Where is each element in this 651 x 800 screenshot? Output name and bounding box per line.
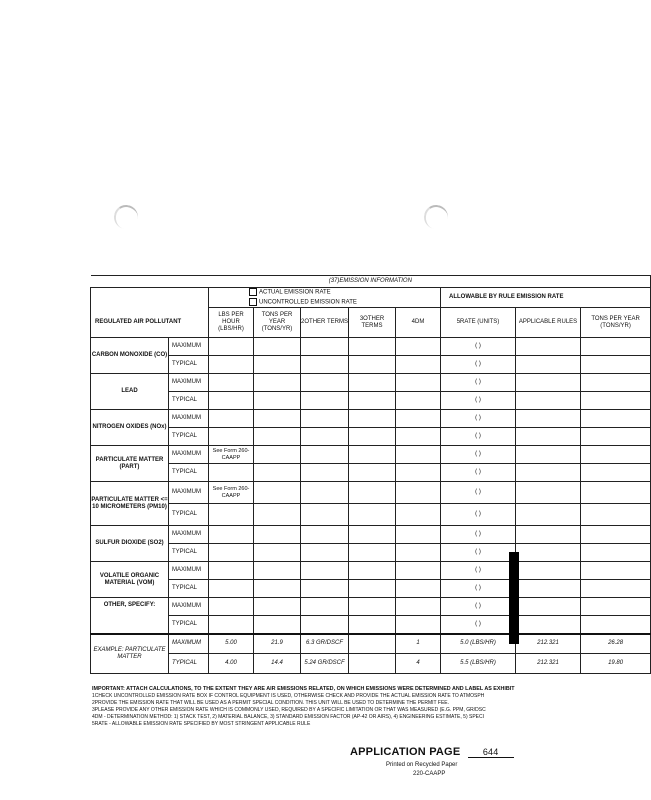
- other-cell[interactable]: [301, 482, 349, 504]
- row-type-text: TYPICAL: [172, 361, 198, 368]
- application-page-label: [350, 746, 514, 758]
- pollutant-name: OTHER, SPECIFY:: [103, 602, 156, 609]
- pollutant-so2: [91, 526, 169, 562]
- rate-parens: ( ): [475, 433, 481, 440]
- redaction-bar: [509, 552, 519, 644]
- rate-cell[interactable]: [441, 482, 516, 504]
- lbs-cell[interactable]: [209, 598, 254, 616]
- table-row: [91, 446, 651, 464]
- lbs-cell[interactable]: [209, 562, 254, 580]
- uncontrolled-emission-label: UNCONTROLLED EMISSION RATE: [259, 299, 357, 306]
- tons-year-cell[interactable]: [581, 392, 651, 410]
- tons-cell[interactable]: [254, 526, 301, 544]
- dm-cell[interactable]: [396, 464, 441, 482]
- table-row: [91, 338, 651, 356]
- row-type-text: MAXIMUM: [172, 379, 201, 386]
- other-cell[interactable]: [301, 526, 349, 544]
- dm-cell[interactable]: [396, 410, 441, 428]
- pollutant-name: NITROGEN OXIDES (NOx): [92, 424, 167, 431]
- tons-cell[interactable]: [254, 338, 301, 356]
- example-tons-year: [581, 634, 651, 654]
- other-cell[interactable]: [301, 562, 349, 580]
- other-cell[interactable]: [301, 504, 349, 526]
- other-cell[interactable]: [301, 616, 349, 634]
- table-row: [91, 562, 651, 580]
- dm-cell[interactable]: [396, 482, 441, 504]
- tons-year-cell[interactable]: [581, 580, 651, 598]
- table-row: [91, 544, 651, 562]
- rate-parens: ( ): [475, 469, 481, 476]
- allowable-title-text: ALLOWABLE BY RULE EMISSION RATE: [449, 294, 564, 301]
- other-terms-2-text: 3OTHER TERMS: [359, 315, 385, 329]
- rate-parens: ( ): [475, 549, 481, 556]
- row-type-maximum: [169, 446, 209, 464]
- lbs-cell[interactable]: [209, 428, 254, 446]
- applicable-rules-header: [516, 308, 581, 338]
- row-type-text: TYPICAL: [172, 397, 198, 404]
- tons-year-cell[interactable]: [581, 562, 651, 580]
- tons-year-cell[interactable]: [581, 544, 651, 562]
- tons-cell[interactable]: [254, 428, 301, 446]
- pollutant-name: SULFUR DIOXIDE (SO2): [95, 540, 164, 547]
- tons-cell[interactable]: [254, 464, 301, 482]
- rate-parens: ( ): [475, 531, 481, 538]
- row-type-text: TYPICAL: [172, 511, 198, 518]
- other-cell[interactable]: [349, 338, 396, 356]
- example-value: 5.5 (LBS/HR): [460, 660, 496, 667]
- tons-cell[interactable]: [254, 392, 301, 410]
- example-row-typical: [91, 654, 651, 674]
- pollutant-vom: [91, 562, 169, 598]
- other-cell[interactable]: [349, 410, 396, 428]
- printed-note: Printed on Recycled Paper: [386, 762, 458, 768]
- rate-cell[interactable]: [441, 446, 516, 464]
- dm-cell[interactable]: [396, 338, 441, 356]
- pollutant-co: [91, 338, 169, 374]
- uncontrolled-emission-checkbox[interactable]: [249, 298, 257, 306]
- page-number: 644: [468, 747, 514, 758]
- other-cell[interactable]: [301, 374, 349, 392]
- other-cell[interactable]: [301, 392, 349, 410]
- example-value: 14.4: [271, 660, 283, 667]
- example-value: 6.3 GR/DSCF: [305, 640, 343, 647]
- example-row-maximum: [91, 634, 651, 654]
- table-row: [91, 356, 651, 374]
- table-row: [91, 580, 651, 598]
- rules-cell[interactable]: [516, 338, 581, 356]
- dm-cell[interactable]: [396, 504, 441, 526]
- example-rate: [441, 654, 516, 674]
- row-type-text: TYPICAL: [172, 549, 198, 556]
- pollutant-name: LEAD: [121, 388, 138, 395]
- footnotes: [92, 686, 618, 728]
- rate-units-header: [441, 308, 516, 338]
- example-value: 212.321: [537, 640, 559, 647]
- rate-parens: ( ): [475, 343, 481, 350]
- lbs-cell[interactable]: [209, 338, 254, 356]
- other-cell[interactable]: [301, 598, 349, 616]
- other-cell[interactable]: [349, 356, 396, 374]
- example-rules: [516, 654, 581, 674]
- other-cell[interactable]: [349, 482, 396, 504]
- rate-parens: ( ): [475, 620, 481, 627]
- pollutant-pm10: [91, 482, 169, 526]
- example-value: 19.80: [608, 660, 624, 667]
- tons-cell[interactable]: [254, 544, 301, 562]
- dm-cell[interactable]: [396, 580, 441, 598]
- row-type-typical: [169, 654, 209, 674]
- dm-cell[interactable]: [396, 392, 441, 410]
- dm-cell[interactable]: [396, 616, 441, 634]
- rate-cell[interactable]: [441, 338, 516, 356]
- other-cell[interactable]: [349, 616, 396, 634]
- rate-cell[interactable]: [441, 410, 516, 428]
- tons-cell[interactable]: [254, 446, 301, 464]
- tons-cell[interactable]: [254, 374, 301, 392]
- row-type-typical: [169, 504, 209, 526]
- rules-cell[interactable]: [516, 482, 581, 504]
- example-value: 26.28: [608, 640, 624, 647]
- rate-parens: ( ): [475, 603, 481, 610]
- example-lbs: [209, 634, 254, 654]
- regulated-air-pollutant-text: REGULATED AIR POLLUTANT: [95, 318, 182, 325]
- row-type-typical: [169, 356, 209, 374]
- row-type-text: MAXIMUM: [172, 489, 201, 496]
- tons-cell[interactable]: [254, 598, 301, 616]
- lbs-cell[interactable]: [209, 410, 254, 428]
- lbs-cell[interactable]: [209, 374, 254, 392]
- other-cell[interactable]: [301, 464, 349, 482]
- tons-cell[interactable]: [254, 410, 301, 428]
- other-cell[interactable]: [301, 446, 349, 464]
- tons-year-cell[interactable]: [581, 598, 651, 616]
- rate-parens: ( ): [475, 489, 481, 496]
- other-cell[interactable]: [349, 544, 396, 562]
- rules-cell[interactable]: [516, 562, 581, 580]
- row-type-maximum: [169, 562, 209, 580]
- row-type-maximum: [169, 526, 209, 544]
- example-other: [301, 654, 349, 674]
- lbs-cell[interactable]: [209, 446, 254, 464]
- dm-cell[interactable]: [396, 374, 441, 392]
- footnote-4: 4DM - DETERMINATION METHOD: 1) STACK TEST, 2) MATERIAL BALANCE, 3) STANDARD EMISSION FACTOR (AP-42 OR AIRS), 4) ENGINEERING ESTIMATE, 5) SPECI: [92, 714, 485, 720]
- example-value: 21.9: [271, 640, 283, 647]
- dm-cell[interactable]: [396, 428, 441, 446]
- rules-cell[interactable]: [516, 616, 581, 634]
- rate-cell[interactable]: [441, 526, 516, 544]
- lbs-cell[interactable]: [209, 580, 254, 598]
- tons-cell[interactable]: [254, 504, 301, 526]
- tons-year-cell[interactable]: [581, 616, 651, 634]
- tons-year-cell[interactable]: [581, 356, 651, 374]
- lbs-cell[interactable]: [209, 504, 254, 526]
- rules-cell[interactable]: [516, 446, 581, 464]
- emission-information-form: [90, 275, 640, 685]
- tons-year-cell[interactable]: [581, 464, 651, 482]
- rules-cell[interactable]: [516, 544, 581, 562]
- row-type-text: TYPICAL: [172, 469, 198, 476]
- row-type-text: MAXIMUM: [172, 415, 201, 422]
- row-type-maximum: [169, 598, 209, 616]
- other-cell[interactable]: [301, 428, 349, 446]
- dm-cell[interactable]: [396, 598, 441, 616]
- tons-cell[interactable]: [254, 580, 301, 598]
- rate-parens: ( ): [475, 415, 481, 422]
- row-type-typical: [169, 544, 209, 562]
- tons-per-year-text: TONS PER YEAR (TONS/YR): [261, 312, 293, 333]
- lbs-cell[interactable]: [209, 482, 254, 504]
- dm-cell[interactable]: [396, 544, 441, 562]
- dm-header: [396, 308, 441, 338]
- pollutant-name: VOLATILE ORGANIC MATERIAL (VOM): [99, 572, 160, 586]
- other-cell[interactable]: [349, 580, 396, 598]
- rate-parens: ( ): [475, 585, 481, 592]
- applicable-rules-text: APPLICABLE RULES: [518, 319, 578, 326]
- actual-emission-option[interactable]: [249, 288, 440, 298]
- table-row: [91, 374, 651, 392]
- table-row: [91, 482, 651, 504]
- dm-cell[interactable]: [396, 562, 441, 580]
- rate-cell[interactable]: [441, 374, 516, 392]
- row-type-text: TYPICAL: [172, 585, 198, 592]
- footnote-1: 1CHECK UNCONTROLLED EMISSION RATE BOX IF CONTROL EQUIPMENT IS USED, OTHERWISE CHECK AND PROVIDE THE ACTUAL EMISSION RATE TO ATMOSPH: [92, 693, 485, 699]
- header-blank: [91, 288, 209, 308]
- tons-cell[interactable]: [254, 356, 301, 374]
- uncontrolled-emission-option[interactable]: [249, 298, 440, 308]
- other-cell[interactable]: [349, 504, 396, 526]
- rate-units-text: 5RATE (UNITS): [456, 319, 500, 326]
- emission-table: [90, 275, 651, 674]
- tons-per-year-header: [254, 308, 301, 338]
- other-cell[interactable]: [349, 598, 396, 616]
- row-type-typical: [169, 616, 209, 634]
- row-type-maximum: [169, 410, 209, 428]
- tons-year-cell[interactable]: [581, 410, 651, 428]
- example-dm: [396, 634, 441, 654]
- row-type-maximum: [169, 482, 209, 504]
- rules-cell[interactable]: [516, 374, 581, 392]
- section-title-text: (37)EMISSION INFORMATION: [328, 278, 412, 284]
- lbs-cell[interactable]: [209, 464, 254, 482]
- example-tons-year: [581, 654, 651, 674]
- rate-cell[interactable]: [441, 598, 516, 616]
- other-terms-1-header: [301, 308, 349, 338]
- other-cell[interactable]: [349, 374, 396, 392]
- example-value: 5.00: [225, 640, 237, 647]
- rate-cell[interactable]: [441, 356, 516, 374]
- lbs-cell[interactable]: [209, 616, 254, 634]
- other-cell[interactable]: [301, 356, 349, 374]
- rate-cell[interactable]: [441, 392, 516, 410]
- example-other-2: [349, 654, 396, 674]
- other-cell[interactable]: [349, 526, 396, 544]
- table-row: [91, 428, 651, 446]
- dm-cell[interactable]: [396, 526, 441, 544]
- pollutant-name: CARBON MONOXIDE (CO): [91, 352, 168, 359]
- row-type-text: MAXIMUM: [172, 603, 201, 610]
- tons-cell[interactable]: [254, 562, 301, 580]
- rules-cell[interactable]: [516, 428, 581, 446]
- tons-per-year-2-text: TONS PER YEAR (TONS/YR): [591, 315, 640, 329]
- tons-year-cell[interactable]: [581, 338, 651, 356]
- row-type-text: MAXIMUM: [172, 343, 201, 350]
- other-cell[interactable]: [349, 392, 396, 410]
- important-note: IMPORTANT: ATTACH CALCULATIONS, TO THE EXTENT THEY ARE AIR EMISSIONS RELATED, ON WHICH EMISSIONS WERE DETERMINED AND LABEL AS EXHIBIT: [92, 686, 515, 692]
- pollutant-lead: [91, 374, 169, 410]
- rules-cell[interactable]: [516, 356, 581, 374]
- lbs-cell[interactable]: [209, 526, 254, 544]
- table-row: [91, 504, 651, 526]
- pollutant-part: [91, 446, 169, 482]
- other-cell[interactable]: [301, 544, 349, 562]
- pollutant-name: PARTICULATE MATTER <= 10 MICROMETERS (PM10): [91, 496, 168, 510]
- rules-cell[interactable]: [516, 504, 581, 526]
- application-page-text: APPLICATION PAGE: [350, 746, 461, 758]
- pollutant-other: [91, 598, 169, 634]
- table-row: [91, 526, 651, 544]
- table-row: [91, 598, 651, 616]
- tons-year-cell[interactable]: [581, 526, 651, 544]
- lbs-cell[interactable]: [209, 356, 254, 374]
- rate-parens: ( ): [475, 379, 481, 386]
- row-type-maximum: [169, 374, 209, 392]
- lbs-per-hour-header: [209, 308, 254, 338]
- rate-cell[interactable]: [441, 504, 516, 526]
- lbs-per-hour-text: LBS PER HOUR (LBS/HR): [218, 312, 244, 333]
- tons-year-cell[interactable]: [581, 504, 651, 526]
- example-value: 4: [416, 660, 420, 667]
- example-other: [301, 634, 349, 654]
- other-cell[interactable]: [301, 580, 349, 598]
- actual-emission-checkbox[interactable]: [249, 288, 257, 296]
- rules-cell[interactable]: [516, 410, 581, 428]
- rules-cell[interactable]: [516, 580, 581, 598]
- row-type-maximum: [169, 338, 209, 356]
- tons-year-cell[interactable]: [581, 374, 651, 392]
- pollutant-name: PARTICULATE MATTER (PART): [95, 456, 164, 470]
- section-title: [91, 276, 651, 288]
- rate-parens: ( ): [475, 511, 481, 518]
- footnote-5: 5RATE - ALLOWABLE EMISSION RATE SPECIFIED BY MOST STRINGENT APPLICABLE RULE: [92, 721, 311, 727]
- example-value: 1: [416, 640, 420, 647]
- rate-cell[interactable]: [441, 428, 516, 446]
- tons-year-cell[interactable]: [581, 428, 651, 446]
- lbs-value: See Form 260-CAAPP: [212, 447, 250, 461]
- table-row: [91, 616, 651, 634]
- pollutant-nox: [91, 410, 169, 446]
- rules-cell[interactable]: [516, 464, 581, 482]
- footnote-2: 2PROVIDE THE EMISSION RATE THAT WILL BE USED AS A PERMIT SPECIAL CONDITION. THIS UNIT WILL BE USED TO DETERMINE THE PERMIT FEE.: [92, 700, 450, 706]
- example-label-text: EXAMPLE: PARTICULATE MATTER: [93, 646, 166, 660]
- dm-cell[interactable]: [396, 356, 441, 374]
- other-cell[interactable]: [349, 446, 396, 464]
- footnote-3: 3PLEASE PROVIDE ANY OTHER EMISSION RATE WHICH IS COMMONLY USED, REQUIRED BY A SPECIFIC LIMITATION OR THAT WAS MEASURED (E.G. PPM, GR/DSC: [92, 707, 486, 713]
- rate-cell[interactable]: [441, 464, 516, 482]
- dm-text: 4DM: [411, 319, 425, 326]
- punch-hole-right: [422, 203, 450, 231]
- tons-cell[interactable]: [254, 482, 301, 504]
- tons-per-year-2-header: [581, 308, 651, 338]
- example-rules: [516, 634, 581, 654]
- rate-cell[interactable]: [441, 580, 516, 598]
- other-cell[interactable]: [301, 338, 349, 356]
- example-value: 5.0 (LBS/HR): [460, 640, 496, 647]
- example-dm: [396, 654, 441, 674]
- row-type-text: TYPICAL: [172, 620, 198, 627]
- lbs-value: See Form 260-CAAPP: [212, 485, 250, 499]
- row-type-text: TYPICAL: [172, 433, 198, 440]
- row-type-typical: [169, 428, 209, 446]
- row-type-text: MAXIMUM: [172, 451, 201, 458]
- lbs-cell[interactable]: [209, 544, 254, 562]
- rate-cell[interactable]: [441, 616, 516, 634]
- other-cell[interactable]: [349, 464, 396, 482]
- row-type-typical: [169, 392, 209, 410]
- example-rate: [441, 634, 516, 654]
- table-row: [91, 392, 651, 410]
- rate-cell[interactable]: [441, 562, 516, 580]
- row-type-text: TYPICAL: [172, 660, 198, 667]
- rate-parens: ( ): [475, 361, 481, 368]
- tons-cell[interactable]: [254, 616, 301, 634]
- rate-parens: ( ): [475, 567, 481, 574]
- rate-parens: ( ): [475, 397, 481, 404]
- regulated-air-pollutant-header: [91, 308, 209, 338]
- row-type-typical: [169, 580, 209, 598]
- row-type-typical: [169, 464, 209, 482]
- lbs-cell[interactable]: [209, 392, 254, 410]
- table-row: [91, 410, 651, 428]
- rate-cell[interactable]: [441, 544, 516, 562]
- example-value: 4.00: [225, 660, 237, 667]
- form-number: 220-CAAPP: [413, 771, 446, 777]
- rules-cell[interactable]: [516, 526, 581, 544]
- rules-cell[interactable]: [516, 598, 581, 616]
- example-value: 5.24 GR/DSCF: [304, 660, 345, 667]
- dm-cell[interactable]: [396, 446, 441, 464]
- row-type-text: MAXIMUM: [172, 640, 201, 647]
- row-type-maximum: [169, 634, 209, 654]
- row-type-text: MAXIMUM: [172, 531, 201, 538]
- example-other-2: [349, 634, 396, 654]
- other-cell[interactable]: [349, 562, 396, 580]
- example-label: [91, 634, 169, 674]
- example-tons: [254, 654, 301, 674]
- table-row: [91, 464, 651, 482]
- row-type-text: MAXIMUM: [172, 567, 201, 574]
- rate-parens: ( ): [475, 451, 481, 458]
- allowable-title: [441, 288, 651, 308]
- other-terms-1-text: 2OTHER TERMS: [301, 319, 348, 326]
- other-terms-2-header: [349, 308, 396, 338]
- example-lbs: [209, 654, 254, 674]
- other-cell[interactable]: [349, 428, 396, 446]
- emission-rate-checkboxes: [209, 288, 441, 308]
- tons-year-cell[interactable]: [581, 446, 651, 464]
- tons-year-cell[interactable]: [581, 482, 651, 504]
- rules-cell[interactable]: [516, 392, 581, 410]
- other-cell[interactable]: [301, 410, 349, 428]
- example-value: 212.321: [537, 660, 559, 667]
- punch-hole-left: [112, 203, 140, 231]
- actual-emission-label: ACTUAL EMISSION RATE: [259, 289, 331, 296]
- example-tons: [254, 634, 301, 654]
